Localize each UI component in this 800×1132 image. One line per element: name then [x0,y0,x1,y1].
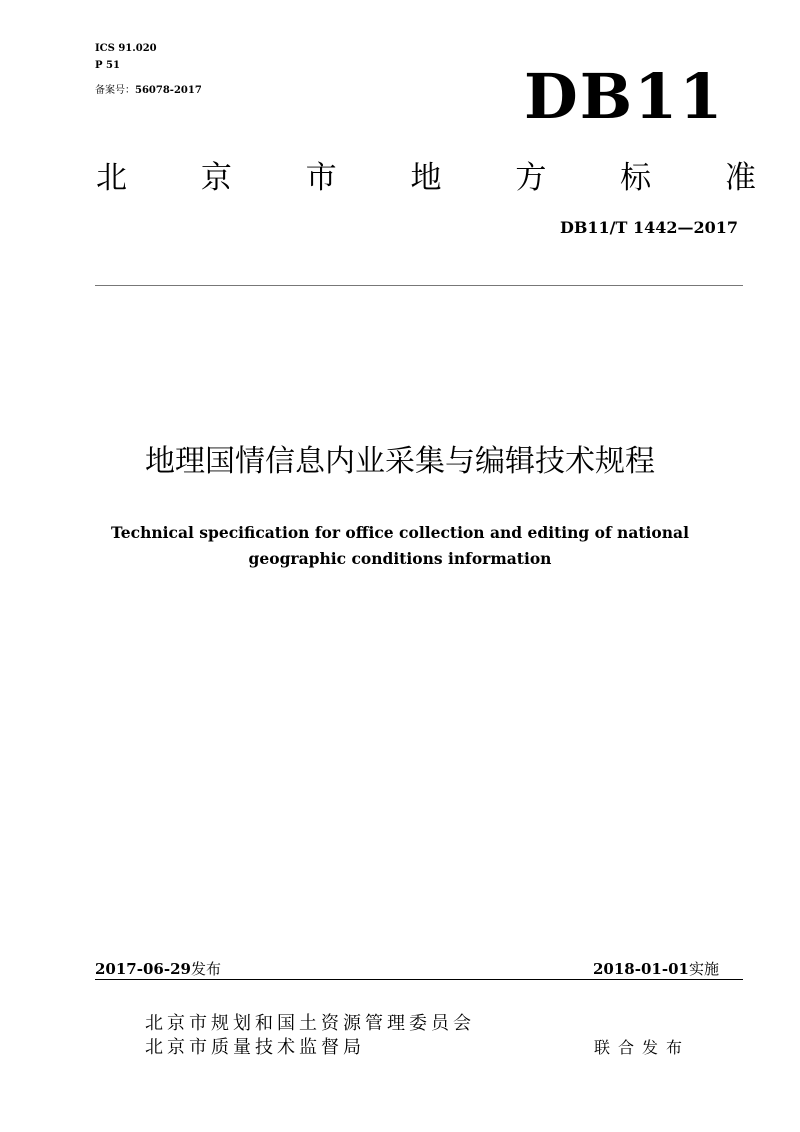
standard-number: DB11/T 1442—2017 [560,218,739,237]
issue-label: 发布 [190,960,221,978]
chinese-title: 地理国情信息内业采集与编辑技术规程 [145,444,655,479]
standard-type-char: 北 [96,160,127,196]
top-divider [95,285,743,286]
publisher-name: 北京市规划和国土资源管理委员会 [145,1013,475,1034]
ics-code: ICS 91.020 [95,43,157,54]
standard-type-char: 地 [410,160,442,196]
standard-type [96,158,756,198]
standard-type-char: 方 [515,160,547,196]
implementation-date [593,958,719,979]
implementation-date-value: 2018-01-01 [593,960,689,978]
record-number [95,84,202,98]
implementation-label: 实施 [688,960,719,978]
english-title-line: Technical specification for office collection and editing of national [111,523,689,542]
publisher-name: 北京市质量技术监督局 [145,1037,365,1058]
joint-publish-label: 联合发布 [594,1038,691,1057]
issue-date [95,958,221,979]
classification-code: P 51 [95,60,120,71]
english-title [60,520,740,572]
record-number-value: 56078-2017 [135,85,202,96]
standard-type-char: 市 [305,160,337,196]
record-label: 备案号： [95,85,135,96]
standard-type-char: 准 [724,160,756,196]
standard-type-char: 标 [620,160,652,196]
english-title-line: geographic conditions information [248,549,552,568]
issue-date-value: 2017-06-29 [95,960,191,978]
standard-type-char: 京 [200,160,232,196]
bottom-divider [95,979,743,980]
db-code-logo: DB11 [524,60,725,133]
